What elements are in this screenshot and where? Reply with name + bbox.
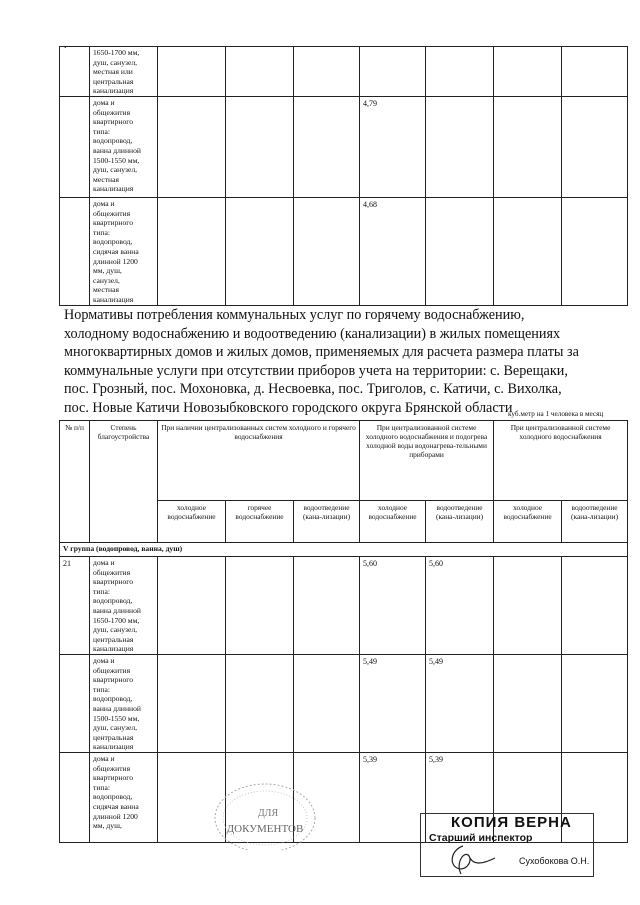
value-cell	[226, 557, 294, 655]
value-cell	[294, 47, 360, 97]
value-cell	[494, 198, 562, 306]
value-cell	[294, 655, 360, 753]
signature-icon	[443, 840, 503, 876]
value-cell: 5,49	[426, 655, 494, 753]
copy-stamp	[420, 813, 594, 877]
stamp-seal-icon	[210, 780, 320, 850]
num-cell	[60, 97, 90, 198]
group1-header: При наличии централизованных систем холодного и горячего водоснабжения	[158, 421, 360, 501]
subheader-cell: водоотведение (кана-лизации)	[426, 501, 494, 543]
value-cell	[494, 557, 562, 655]
table-row	[60, 198, 628, 306]
value-cell	[294, 557, 360, 655]
degree-cell: дома и общежития квартирного типа: водопровод, ванна длинной 1500-1550 мм, душ, санузел, местная канализация	[90, 97, 158, 198]
value-cell	[226, 655, 294, 753]
num-cell	[60, 753, 90, 843]
value-cell	[562, 97, 628, 198]
subheader-cell: холодное водоснабжение	[360, 501, 426, 543]
stamp-line1: ДЛЯ	[257, 808, 279, 819]
value-cell	[158, 655, 226, 753]
value-cell	[226, 198, 294, 306]
value-cell	[294, 97, 360, 198]
num-cell: 21	[60, 557, 90, 655]
degree-cell: 1650-1700 мм, душ, санузел, местная или центральная канализация	[90, 47, 158, 97]
value-cell: 5,60	[360, 557, 426, 655]
subheader-cell: водоотведение (кана-лизации)	[294, 501, 360, 543]
degree-cell: дома и общежития квартирного типа: водопровод, сидячая ванна длинной 1200 мм, душ, санузел, местная канализация	[90, 198, 158, 306]
value-cell	[360, 47, 426, 97]
degree-cell: дома и общежития квартирного типа: водопровод, ванна длинной 1500-1550 мм, душ, санузел, центральная канализация	[90, 655, 158, 753]
value-cell	[158, 198, 226, 306]
value-cell	[158, 557, 226, 655]
group3-header: При централизованной системе холодного водоснабжения	[494, 421, 628, 501]
value-cell	[562, 557, 628, 655]
value-cell	[494, 47, 562, 97]
value-cell	[158, 97, 226, 198]
value-cell	[562, 198, 628, 306]
table-row	[60, 557, 628, 655]
value-cell	[226, 97, 294, 198]
value-cell	[226, 47, 294, 97]
col-degree-header: Степень благоустройства	[90, 421, 158, 543]
table-row	[60, 47, 628, 97]
top-table	[59, 46, 628, 306]
subheader-cell: холодное водоснабжение	[158, 501, 226, 543]
degree-cell: дома и общежития квартирного типа: водопровод, ванна длинной 1650-1700 мм, душ, санузел, центральная канализация	[90, 557, 158, 655]
table-row	[60, 97, 628, 198]
value-cell	[494, 97, 562, 198]
num-cell	[60, 655, 90, 753]
round-stamp	[210, 780, 320, 850]
group-label: V группа (водопровод, ванна, душ)	[60, 543, 628, 557]
value-cell	[426, 97, 494, 198]
value-cell	[562, 655, 628, 753]
num-cell	[60, 198, 90, 306]
value-cell	[426, 198, 494, 306]
subheader-cell: холодное водоснабжение	[494, 501, 562, 543]
stamp-position: Старший инспектор	[429, 832, 533, 844]
value-cell: 5,60	[426, 557, 494, 655]
margin-mark: .	[64, 40, 67, 51]
norms-table	[59, 420, 628, 843]
group2-header: При централизованной системе холодного водоснабжения и подогрева холодной воды водонагрева-тельными приборами	[360, 421, 494, 501]
stamp-line2: ДОКУМЕНТОВ	[226, 823, 304, 835]
document-heading: Нормативы потребления коммунальных услуг по горячему водоснабжению, холодному водоснабжению и водоотведению (канализации) в жилых помещениях многоквартирных домов и жилых домов, применяемых для расчета размера платы за коммунальные услуги при отсутствии приборов учета на территории: с. Верещаки, пос. Грозный, пос. Мохоновка, д. Несвоевка, пос. Триголов, с. Катичи, с. Вихолка, пос. Новые Катичи Новозыбковского городского округа Брянской области	[64, 307, 579, 416]
value-cell	[494, 655, 562, 753]
subheader-cell: горячее водоснабжение	[226, 501, 294, 543]
unit-label: куб.метр на 1 человека в месяц	[508, 410, 604, 418]
value-cell: 5,39	[360, 753, 426, 843]
subheader-cell: водоотведение (кана-лизации)	[562, 501, 628, 543]
table-row	[60, 655, 628, 753]
group-row	[60, 543, 628, 557]
value-cell: 5,39	[426, 753, 494, 843]
num-cell	[60, 47, 90, 97]
value-cell	[562, 47, 628, 97]
stamp-title: КОПИЯ ВЕРНА	[451, 814, 572, 831]
stamp-name: Сухобокова О.Н.	[519, 856, 590, 866]
value-cell	[294, 198, 360, 306]
value-cell	[426, 47, 494, 97]
header-row	[60, 421, 628, 501]
value-cell	[158, 47, 226, 97]
value-cell: 5,49	[360, 655, 426, 753]
value-cell: 4,79	[360, 97, 426, 198]
degree-cell: дома и общежития квартирного типа: водопровод, сидячая ванна длинной 1200 мм, душ,	[90, 753, 158, 843]
value-cell: 4,68	[360, 198, 426, 306]
col-num-header: № п/п	[60, 421, 90, 543]
